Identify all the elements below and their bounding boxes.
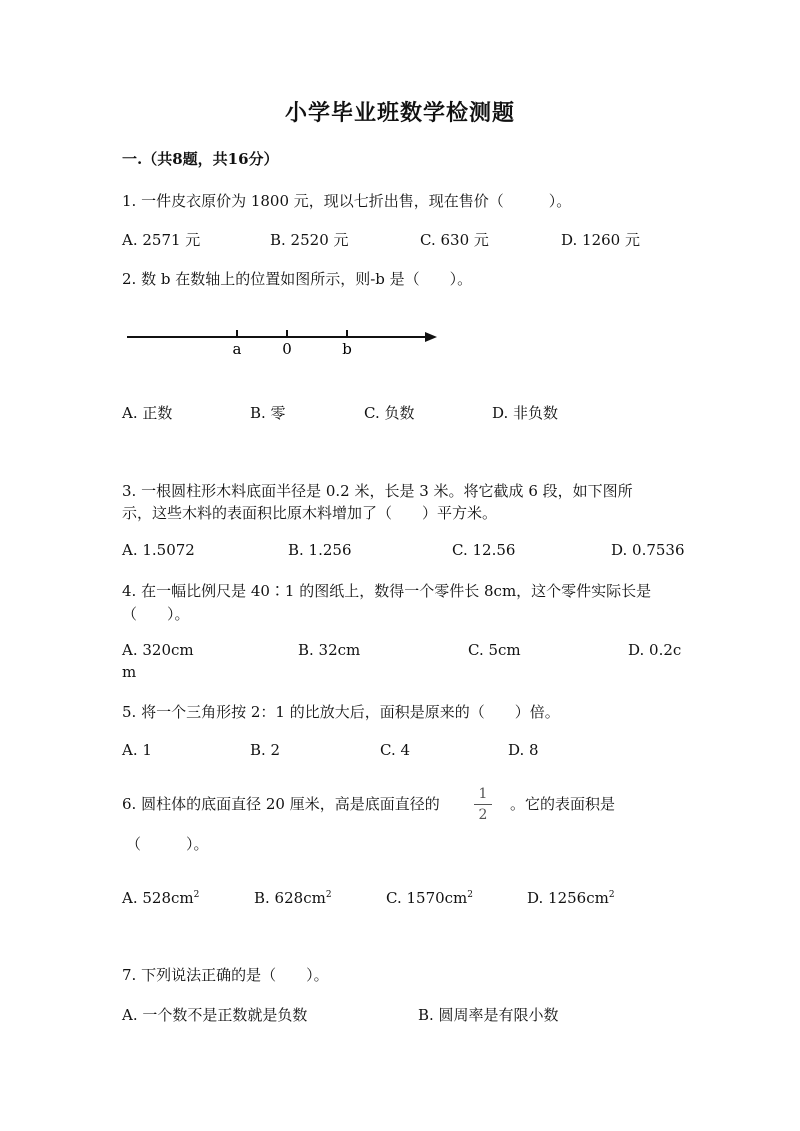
fraction-denominator: 2 [478, 807, 488, 823]
question-1-text: 1. 一件皮衣原价为 1800 元，现以七折出售，现在售价（ ）。 [122, 192, 572, 210]
option-a-text: A. 528cm [122, 889, 194, 907]
option-d-text: D. 1256cm [527, 889, 609, 907]
question-3-text-line-1: 3. 一根圆柱形木料底面半径是 0.2 米，长是 3 米。将它截成 6 段，如下图所 [122, 482, 633, 500]
question-1-option-a: A. 2571 元 [122, 231, 201, 249]
question-6-option-d [527, 889, 615, 907]
number-line-arrow [425, 332, 437, 342]
question-5-option-c: C. 4 [380, 741, 411, 759]
question-2-option-b: B. 零 [250, 404, 286, 422]
question-6-text-line-2: （ ）。 [126, 835, 209, 853]
question-6-option-c [386, 889, 473, 907]
question-4-option-d-wrap: m [122, 663, 137, 681]
page-title: 小学毕业班数学检测题 [284, 100, 515, 126]
question-2-text: 2. 数 b 在数轴上的位置如图所示，则-b 是（ ）。 [122, 270, 473, 288]
question-6-option-b [254, 889, 332, 907]
unit-superscript: 2 [467, 890, 474, 900]
question-3-option-b: B. 1.256 [288, 541, 352, 559]
question-5-text: 5. 将一个三角形按 2：1 的比放大后，面积是原来的（ ）倍。 [122, 703, 560, 721]
question-6-text-before-fraction: 6. 圆柱体的底面直径 20 厘米，高是底面直径的 [122, 795, 440, 813]
question-4-text-line-1: 4. 在一幅比例尺是 40∶1 的图纸上，数得一个零件长 8cm，这个零件实际长是 [122, 582, 652, 600]
question-5-option-b: B. 2 [250, 741, 281, 759]
question-6-text-after-fraction: 。它的表面积是 [510, 795, 616, 813]
question-3-option-a: A. 1.5072 [122, 541, 195, 559]
question-1-option-c: C. 630 元 [420, 231, 489, 249]
tick-label-zero: 0 [282, 340, 292, 358]
question-1-option-b: B. 2520 元 [270, 231, 349, 249]
question-2-option-d: D. 非负数 [492, 404, 559, 422]
question-2-option-a: A. 正数 [122, 404, 173, 422]
question-3-text-line-2: 示，这些木料的表面积比原木料增加了（ ）平方米。 [122, 504, 498, 522]
fraction-one-half [474, 786, 492, 823]
question-1-option-d: D. 1260 元 [561, 231, 640, 249]
question-6-option-a [122, 889, 199, 907]
question-7-option-a: A. 一个数不是正数就是负数 [122, 1006, 308, 1024]
question-3-option-c: C. 12.56 [452, 541, 516, 559]
unit-superscript: 2 [325, 890, 332, 900]
option-c-text: C. 1570cm [386, 889, 468, 907]
question-4-option-d: D. 0.2c [628, 641, 682, 659]
fraction-numerator: 1 [478, 786, 488, 802]
tick-label-b: b [342, 340, 352, 358]
question-3-option-d: D. 0.7536 [611, 541, 685, 559]
unit-superscript: 2 [608, 890, 615, 900]
fraction-bar [474, 804, 492, 805]
tick-label-a: a [232, 340, 242, 358]
question-4-text-line-2: （ ）。 [122, 605, 190, 623]
question-7-text: 7. 下列说法正确的是（ ）。 [122, 966, 329, 984]
question-7-option-b: B. 圆周率是有限小数 [418, 1006, 559, 1024]
question-2-option-c: C. 负数 [364, 404, 415, 422]
number-line-figure [125, 322, 445, 362]
unit-superscript: 2 [193, 890, 200, 900]
question-4-option-b: B. 32cm [298, 641, 361, 659]
question-5-option-d: D. 8 [508, 741, 539, 759]
question-4-option-c: C. 5cm [468, 641, 521, 659]
question-5-option-a: A. 1 [122, 741, 152, 759]
option-b-text: B. 628cm [254, 889, 326, 907]
question-4-option-a: A. 320cm [122, 641, 194, 659]
section-heading: 一.（共8题，共16分） [122, 150, 279, 168]
